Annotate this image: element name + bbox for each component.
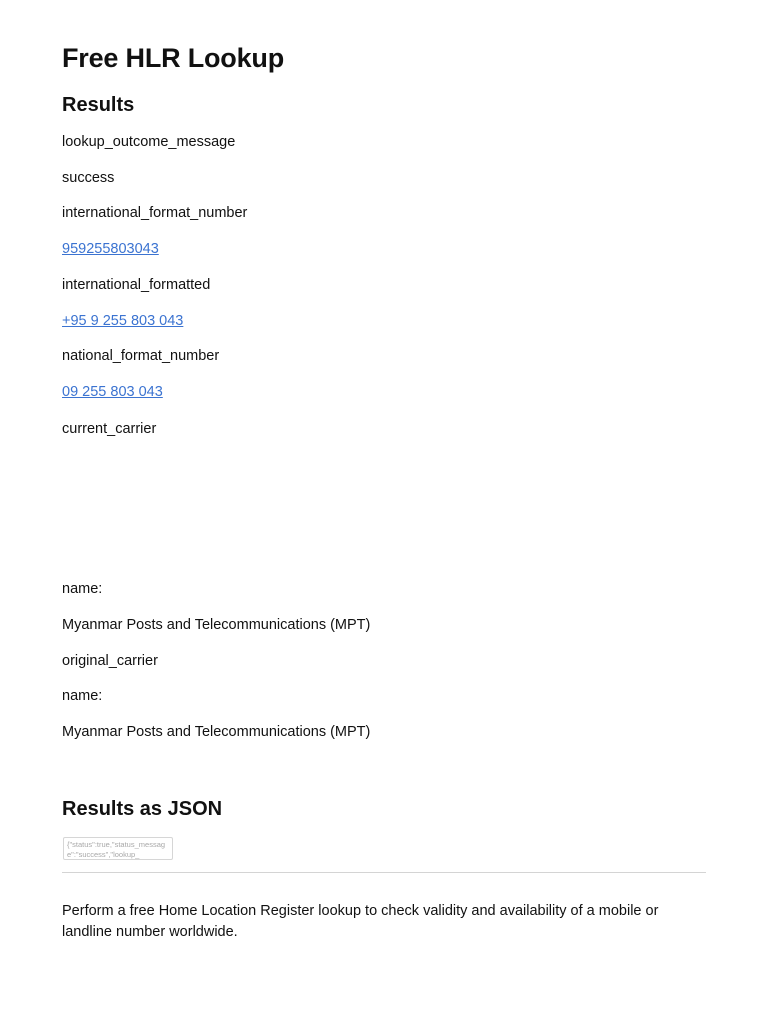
page-description: Perform a free Home Location Register lookup to check validity and availability of a mobile or landline number worldwide.: [62, 903, 659, 940]
page-content: [62, 0, 706, 1024]
original-carrier-name-label: name:: [62, 688, 103, 704]
page-title: Free HLR Lookup: [62, 43, 285, 73]
current-carrier-name-value: Myanmar Posts and Telecommunications (MPT): [62, 617, 371, 633]
field-label-international-format-number: international_format_number: [62, 205, 248, 221]
json-heading: Results as JSON: [62, 798, 223, 820]
json-results-textarea[interactable]: [63, 837, 173, 860]
international-formatted-link[interactable]: +95 9 255 803 043: [62, 313, 184, 329]
original-carrier-label: original_carrier: [62, 653, 158, 669]
field-label-lookup-outcome-message: lookup_outcome_message: [62, 134, 236, 150]
original-carrier-name-value: Myanmar Posts and Telecommunications (MPT): [62, 724, 371, 740]
divider: [62, 872, 706, 873]
field-value-lookup-outcome-message: success: [62, 170, 115, 186]
national-format-number-link[interactable]: 09 255 803 043: [62, 384, 163, 400]
results-heading: Results: [62, 94, 135, 116]
international-format-number-link[interactable]: 959255803043: [62, 241, 159, 257]
field-label-international-formatted: international_formatted: [62, 277, 211, 293]
field-label-national-format-number: national_format_number: [62, 348, 220, 364]
current-carrier-name-label: name:: [62, 581, 103, 597]
current-carrier-label: current_carrier: [62, 421, 157, 437]
